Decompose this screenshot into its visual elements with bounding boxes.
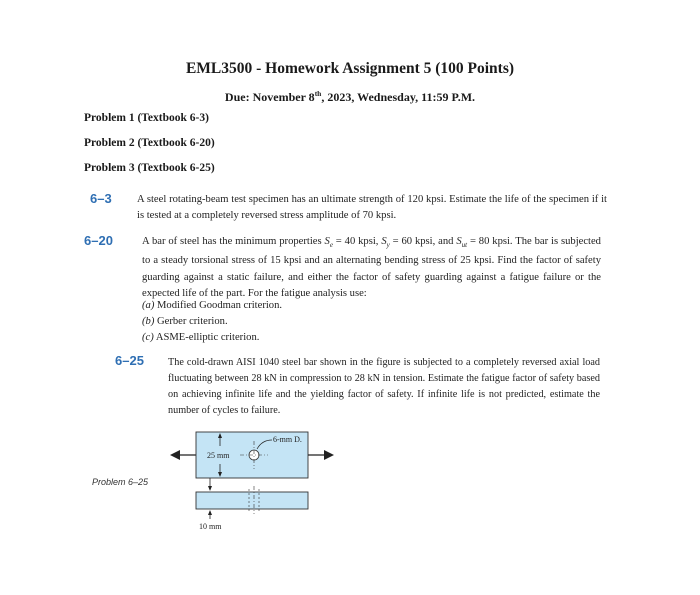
criterion-a: (a) Modified Goodman criterion. bbox=[142, 300, 283, 311]
problem-number-6-3: 6–3 bbox=[90, 191, 112, 206]
criterion-b: (b) Gerber criterion. bbox=[142, 316, 228, 327]
bar-side-view bbox=[196, 492, 308, 509]
thickness-dim-arrow-top bbox=[208, 486, 212, 491]
problem-6-3-text: A steel rotating-beam test specimen has an ultimate strength of 120 kpsi. Estimate the life of the specimen if it is tested at a completely reversed stress amplitude of 70 kpsi. bbox=[137, 194, 607, 222]
problem-1-label: Problem 1 (Textbook 6-3) bbox=[84, 112, 209, 124]
width-label: 25 mm bbox=[207, 451, 230, 460]
assignment-title: EML3500 - Homework Assignment 5 (100 Points) bbox=[185, 60, 515, 77]
right-load-arrow bbox=[324, 450, 334, 460]
thickness-label: 10 mm bbox=[199, 522, 222, 531]
problem-3-label: Problem 3 (Textbook 6-25) bbox=[84, 162, 215, 174]
problem-number-6-20: 6–20 bbox=[84, 233, 113, 248]
figure-caption: Problem 6–25 bbox=[92, 477, 149, 487]
hole-label: 6-mm D. bbox=[273, 435, 302, 444]
due-date: Due: November 8th, 2023, Wednesday, 11:59 P.M. bbox=[224, 89, 476, 104]
problem-number-6-25: 6–25 bbox=[115, 353, 144, 368]
problem-6-25-text: The cold-drawn AISI 1040 steel bar shown in the figure is subjected to a completely reversed axial load fluctuating between 28 kN in compression to 28 kN in tension. Estimate the fatigue factor of safety based on achieving infinite life and the yielding factor of safety. If infinite life is not predicted, estimate the number of cycles to failure. bbox=[168, 357, 600, 416]
thickness-dim-arrow-bottom bbox=[208, 510, 212, 515]
criterion-c: (c) ASME-elliptic criterion. bbox=[142, 332, 260, 343]
problem-6-20-text: A bar of steel has the minimum properties $S_e = 40$ kpsi, $S_y = 60$ kpsi, and $S_{ut} = 80$ kpsi. The bar is subjected to a steady torsional stress of 15 kpsi and an alternating bending stress of 25 kpsi. Find the factor of safety guarding against a static failure, and either the factor of safety guarding against a fatigue failure or the expected life of the part. For the fatigue analysis use: bbox=[142, 236, 601, 299]
left-load-arrow bbox=[170, 450, 180, 460]
problem-2-label: Problem 2 (Textbook 6-20) bbox=[84, 137, 215, 149]
